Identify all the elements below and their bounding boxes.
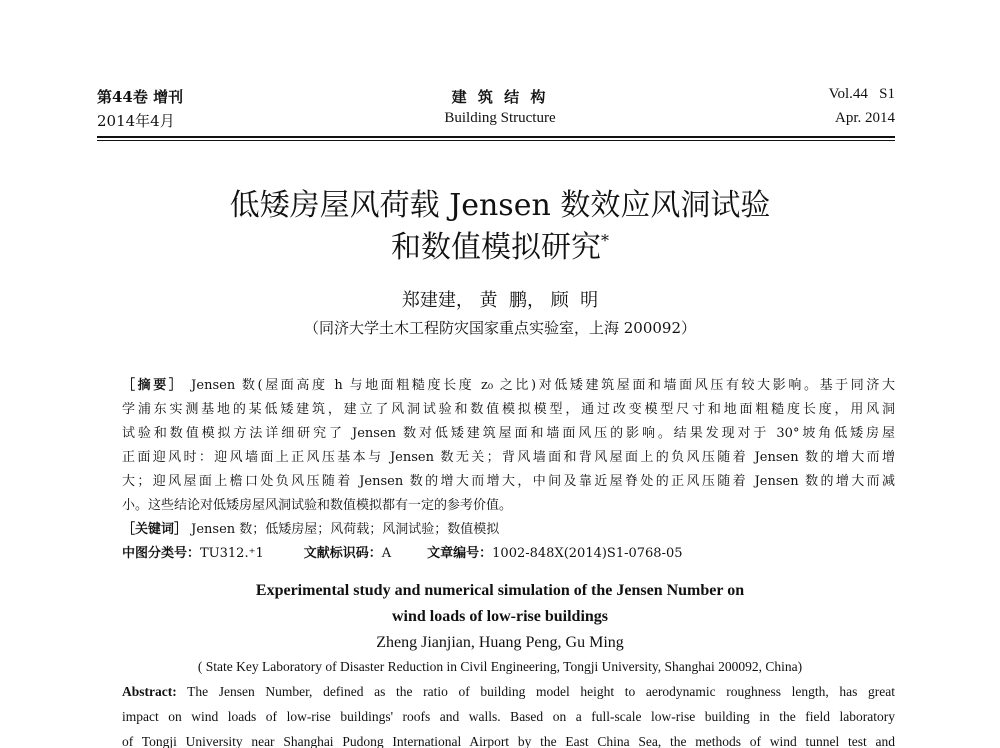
- abstract-en-line: impact on wind loads of low-rise buildings' roofs and walls. Based on a full-scale low-rise building in the field laboratory: [122, 709, 895, 724]
- article-no-value: 1002-848X(2014)S1-0768-05: [492, 546, 683, 561]
- title-line2: [0, 222, 1000, 266]
- header-rule-thin: [97, 140, 895, 141]
- header-rule: [97, 136, 895, 138]
- abstract-en-text: The Jensen Number, defined as the ratio of building model height to aerodynamic roughness length, has great: [187, 684, 895, 699]
- header-date-cn: 2014年4月: [97, 112, 175, 130]
- abstract-cn-line: 学浦东实测基地的某低矮建筑，建立了风洞试验和数值模拟模型，通过改变模型尺寸和地面粗糙度长度，用风洞: [122, 402, 895, 417]
- title-footnote-mark: *: [601, 231, 609, 250]
- doc-code-label: 文献标识码：: [303, 546, 382, 561]
- header-date-en: Apr. 2014: [835, 110, 895, 126]
- abstract-text: Jensen 数(屋面高度 h 与地面粗糙度长度 z₀ 之比)对低矮建筑屋面和墙面风压有较大影响。基于同济大: [191, 378, 895, 393]
- abstract-en-line: of Tongji University near Shanghai Pudong International Airport by the East China Sea, the methods of wind tunnel test and: [122, 734, 895, 748]
- abstract-en-line: [122, 684, 895, 700]
- header-volume-cn: 第44卷 增刊: [97, 88, 184, 106]
- authors: 郑建建， 黄 鹏， 顾 明: [401, 290, 599, 311]
- abstract-cn-line: 大；迎风屋面上檐口处负风压随着 Jensen 数的增大而增大，中间及靠近屋脊处的正风压随着 Jensen 数的增大而减: [122, 474, 895, 489]
- title-line1: 低矮房屋风荷载 Jensen 数效应风洞试验: [229, 188, 771, 223]
- keywords-label: ［关键词］: [122, 522, 188, 537]
- abstract-label: ［摘要］: [122, 378, 185, 393]
- abstract-cn-line: 小。这些结论对低矮房屋风洞试验和数值模拟都有一定的参考价值。: [122, 498, 513, 513]
- clc-label: 中图分类号：: [122, 546, 201, 561]
- doc-code-value: A: [381, 546, 392, 561]
- clc-value: TU312.⁺1: [200, 546, 264, 561]
- abstract-cn-line: 试验和数值模拟方法详细研究了 Jensen 数对低矮建筑屋面和墙面风压的影响。结果发现对于 30°坡角低矮房屋: [122, 426, 895, 441]
- keywords: [122, 518, 895, 537]
- abstract-cn-line: 正面迎风时：迎风墙面上正风压基本与 Jensen 数无关；背风墙面和背风屋面上的负风压随着 Jensen 数的增大而增: [122, 450, 895, 465]
- journal-name-cn: 建 筑 结 构: [451, 88, 549, 106]
- affiliation-en: ( State Key Laboratory of Disaster Reduction in Civil Engineering, Tongji University, Shanghai 200092, China): [197, 659, 803, 674]
- article-no-label: 文章编号：: [427, 546, 493, 561]
- header-volume-en: Vol.44 S1: [828, 86, 895, 102]
- classification: [122, 542, 895, 561]
- abstract-cn-line: [122, 374, 895, 393]
- affiliation: （同济大学土木工程防灾国家重点实验室，上海 200092）: [303, 319, 697, 337]
- authors-en: Zheng Jianjian, Huang Peng, Gu Ming: [376, 634, 624, 651]
- keywords-text: Jensen 数；低矮房屋；风荷载；风洞试验；数值模拟: [191, 522, 500, 537]
- title-text: 和数值模拟研究: [391, 230, 601, 265]
- title-en-line1: Experimental study and numerical simulation of the Jensen Number on: [255, 582, 745, 599]
- title-en-line2: wind loads of low-rise buildings: [391, 608, 609, 625]
- journal-name-en: Building Structure: [444, 110, 556, 126]
- abstract-en-label: Abstract:: [122, 684, 177, 699]
